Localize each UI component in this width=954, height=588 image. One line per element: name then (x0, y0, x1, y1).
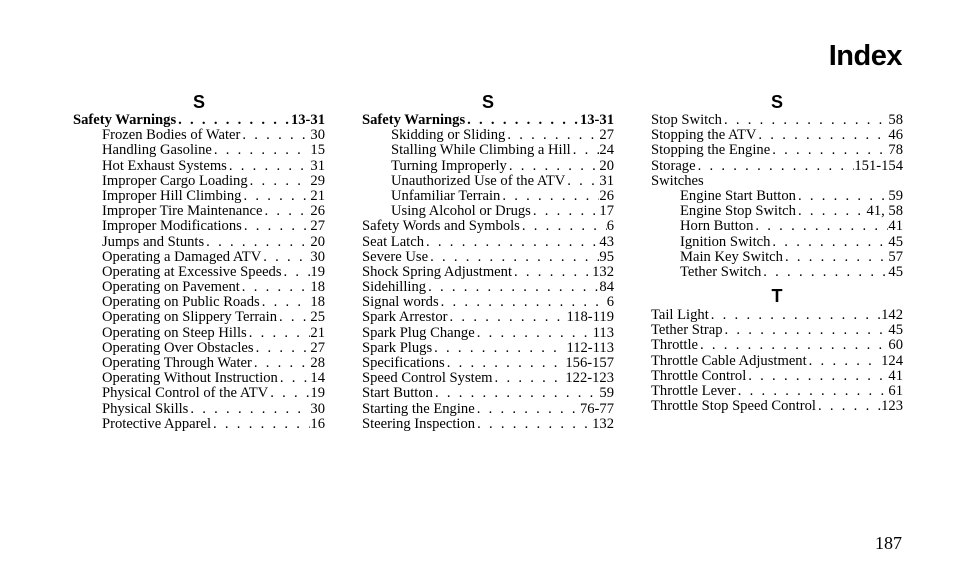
index-entry-page: 41 (888, 367, 903, 384)
index-entry-page: 43 (599, 233, 614, 250)
index-entry-label: Throttle Control (651, 367, 747, 384)
index-entry-label: Stopping the Engine (651, 142, 771, 159)
dot-leader (247, 326, 311, 341)
index-entry (651, 219, 903, 234)
index-entry (73, 159, 325, 174)
index-entry-page: 20 (599, 157, 614, 174)
index-entry-page: 18 (310, 294, 325, 311)
index-entry-label: Spark Plugs (362, 339, 433, 356)
dot-leader (248, 174, 311, 189)
index-entry-page: 30 (310, 127, 325, 144)
index-entry (73, 417, 325, 432)
dot-leader (531, 204, 600, 219)
index-entry-page: 30 (310, 248, 325, 265)
index-entry-label: Improper Modifications (102, 218, 242, 235)
index-entry-page: 132 (592, 263, 614, 280)
index-entry-label: Operating at Excessive Speeds (102, 263, 282, 280)
index-entry-label: Ignition Switch (680, 233, 771, 250)
dot-leader (722, 113, 888, 128)
index-entry-page: 142 (881, 307, 903, 324)
index-entry (651, 204, 903, 219)
index-entry-page: 17 (599, 203, 614, 220)
index-entry-page: 6 (606, 218, 614, 235)
index-entry-page: 45 (888, 233, 903, 250)
index-entry-label: Improper Tire Maintenance (102, 203, 263, 220)
index-entry (73, 386, 325, 401)
index-entry-label: Stalling While Climbing a Hill (391, 142, 571, 159)
index-entry-label: Throttle Lever (651, 383, 736, 399)
dot-leader (188, 402, 310, 417)
index-column-1 (73, 92, 325, 432)
index-entry-label: Throttle Cable Adjustment (651, 352, 807, 369)
index-entry-label: Operating on Pavement (102, 279, 240, 296)
index-entry-page: 15 (310, 142, 325, 159)
index-entry-label: Tether Strap (651, 322, 723, 339)
index-entry-label: Skidding or Sliding (391, 127, 506, 144)
index-entry-page: 123 (881, 398, 903, 415)
index-entry (73, 326, 325, 341)
index-entry (362, 295, 614, 310)
index-entry-label: Physical Skills (102, 400, 189, 417)
dot-leader (176, 113, 291, 128)
index-entry (651, 235, 903, 250)
index-column-3 (651, 92, 903, 414)
dot-leader (254, 341, 311, 356)
index-entry-page: 31 (310, 157, 325, 174)
index-entry (73, 310, 325, 325)
index-entry-page: 45 (888, 322, 903, 339)
dot-leader (500, 189, 599, 204)
index-entry-page: 112-113 (566, 339, 614, 356)
index-entry-label: Main Key Switch (680, 248, 783, 265)
dot-leader (439, 295, 607, 310)
index-entry (362, 219, 614, 234)
index-entry-page: 113 (592, 324, 614, 341)
index-entry (651, 265, 903, 280)
index-entry (73, 341, 325, 356)
index-entry (362, 174, 614, 189)
index-entry-page: 41, 58 (866, 203, 903, 220)
dot-leader (696, 159, 855, 174)
index-entry-page: 24 (599, 142, 614, 159)
index-entry (651, 308, 903, 323)
dot-leader (240, 280, 311, 295)
index-entry-label: Horn Button (680, 218, 754, 235)
dot-leader (512, 265, 592, 280)
index-entry-page: 132 (592, 415, 614, 432)
index-entry-label: Safety Warnings (73, 112, 177, 128)
dot-leader (507, 159, 600, 174)
dot-leader (796, 189, 888, 204)
index-entry (362, 143, 614, 158)
index-entry (362, 113, 614, 128)
index-entry-label: Physical Control of the ATV (102, 385, 269, 402)
index-entry (362, 371, 614, 386)
dot-leader (227, 159, 311, 174)
dot-leader (278, 371, 311, 386)
index-entry-page: 18 (310, 279, 325, 296)
index-entry-label: Improper Cargo Loading (102, 172, 248, 189)
index-entry-label: Start Button (362, 385, 433, 402)
index-entry-label: Unauthorized Use of the ATV (391, 172, 566, 189)
index-entry (651, 384, 903, 399)
dot-leader (770, 235, 888, 250)
index-entry (362, 265, 614, 280)
index-entry-label: Safety Warnings (362, 112, 466, 128)
page-title: Index (828, 40, 902, 72)
index-entry-label: Operating on Steep Hills (102, 324, 247, 341)
index-entry-page: 26 (599, 187, 614, 204)
index-entry (73, 143, 325, 158)
index-entry-page: 60 (888, 337, 903, 354)
dot-leader (709, 308, 881, 323)
index-entry (651, 174, 903, 189)
index-entry (73, 174, 325, 189)
dot-leader (212, 143, 311, 158)
index-entry (73, 235, 325, 250)
dot-leader (445, 356, 566, 371)
index-entry-label: Operating Without Instruction (102, 370, 278, 387)
index-entry (651, 338, 903, 353)
dot-leader (736, 384, 889, 399)
index-entry-page: 156-157 (565, 355, 614, 371)
dot-leader (432, 341, 566, 356)
dot-leader (263, 204, 311, 219)
dot-leader (261, 250, 310, 265)
index-entry-page: 45 (888, 263, 903, 280)
index-entry (73, 204, 325, 219)
index-entry (73, 402, 325, 417)
index-entry-label: Operating a Damaged ATV (102, 248, 262, 265)
dot-leader (242, 219, 311, 234)
dot-leader (433, 386, 599, 401)
index-entry (362, 189, 614, 204)
index-entry (651, 354, 903, 369)
index-entry (73, 265, 325, 280)
page-number: 187 (875, 533, 902, 553)
dot-leader (428, 250, 599, 265)
index-entry-label: Frozen Bodies of Water (102, 127, 241, 144)
index-entry (73, 128, 325, 143)
index-entry-page: 13-31 (290, 112, 325, 128)
index-entry (73, 280, 325, 295)
index-entry-page: 61 (888, 383, 903, 399)
index-entry-page: 59 (888, 187, 903, 204)
index-entry-label: Using Alcohol or Drugs (391, 203, 531, 220)
index-entry-label: Engine Start Button (680, 187, 796, 204)
index-entry (362, 280, 614, 295)
index-entry-page: 41 (888, 218, 903, 235)
index-entry (73, 250, 325, 265)
index-entry-label: Throttle (651, 337, 699, 354)
index-entry-label: Throttle Stop Speed Control (651, 398, 816, 415)
index-entry-page: 59 (599, 385, 614, 402)
dot-leader (493, 371, 566, 386)
index-entry-label: Operating Over Obstacles (102, 339, 254, 356)
dot-leader (241, 189, 310, 204)
index-entry-label: Specifications (362, 355, 445, 371)
index-entry (73, 371, 325, 386)
dot-leader (211, 417, 310, 432)
index-entry-label: Engine Stop Switch (680, 203, 796, 220)
index-entry-label: Spark Arrestor (362, 309, 448, 326)
dot-leader (783, 250, 888, 265)
index-entry-page: 124 (881, 352, 903, 369)
index-entry-page: 27 (310, 339, 325, 356)
index-entry-label: Jumps and Stunts (102, 233, 205, 250)
dot-leader (770, 143, 888, 158)
index-entry (362, 250, 614, 265)
index-entry-label: Tail Light (651, 307, 709, 324)
dot-leader (756, 128, 888, 143)
index-entry (362, 235, 614, 250)
index-entry-label: Turning Improperly (391, 157, 507, 174)
index-entry-label: Severe Use (362, 248, 429, 265)
index-entry-page: 78 (888, 142, 903, 159)
index-entry-page: 27 (599, 127, 614, 144)
index-entry (73, 356, 325, 371)
index-entry-label: Steering Inspection (362, 415, 476, 432)
dot-leader (761, 265, 888, 280)
index-entry-label: Sidehilling (362, 279, 427, 296)
dot-leader (424, 235, 599, 250)
index-entry-page: 29 (310, 172, 325, 189)
index-entry (362, 386, 614, 401)
section-letter: T (771, 286, 783, 307)
dot-leader (505, 128, 599, 143)
index-entry (651, 143, 903, 158)
section-letter: S (192, 92, 205, 112)
section-letter: S (770, 92, 783, 112)
index-entry-label: Operating on Slippery Terrain (102, 309, 278, 326)
dot-leader (282, 265, 311, 280)
index-entry-page: 118-119 (566, 309, 614, 326)
index-entry-label: Protective Apparel (102, 415, 212, 432)
index-entry-label: Unfamiliar Terrain (391, 187, 501, 204)
index-entry (362, 341, 614, 356)
index-entry-label: Stopping the ATV (651, 127, 757, 144)
index-entry-page: 20 (310, 233, 325, 250)
dot-leader (807, 354, 881, 369)
index-entry (362, 326, 614, 341)
index-entry (73, 113, 325, 128)
index-entry (362, 402, 614, 417)
dot-leader (816, 399, 881, 414)
index-entry-label: Switches (651, 172, 704, 189)
dot-leader (277, 310, 310, 325)
index-entry-page: 151-154 (854, 157, 903, 174)
index-entry (73, 189, 325, 204)
index-entry-page: 95 (599, 248, 614, 265)
index-entry-page: 19 (310, 263, 325, 280)
index-entry-label: Tether Switch (680, 263, 762, 280)
index-entry-page: 26 (310, 203, 325, 220)
dot-leader (565, 174, 599, 189)
dot-leader (465, 113, 580, 128)
dot-leader (268, 386, 310, 401)
index-entry-page: 31 (599, 172, 614, 189)
index-entry-label: Improper Hill Climbing (102, 187, 242, 204)
section-letter: S (481, 92, 494, 112)
index-entry (362, 417, 614, 432)
dot-leader (204, 235, 310, 250)
dot-leader (448, 310, 567, 325)
index-entry (651, 159, 903, 174)
index-entry-page: 16 (310, 415, 325, 432)
index-entry-page: 76-77 (579, 400, 614, 417)
index-entry (651, 128, 903, 143)
dot-leader (698, 338, 888, 353)
index-entry (651, 399, 903, 414)
index-entry (651, 189, 903, 204)
index-entry-page: 27 (310, 218, 325, 235)
index-entry-page: 25 (310, 309, 325, 326)
dot-leader (723, 323, 889, 338)
index-entry-page: 57 (888, 248, 903, 265)
index-entry-page: 19 (310, 385, 325, 402)
dot-leader (475, 402, 580, 417)
dot-leader (520, 219, 607, 234)
index-entry (651, 323, 903, 338)
dot-leader (796, 204, 867, 219)
index-entry-page: 84 (599, 279, 614, 296)
index-entry-page: 21 (310, 324, 325, 341)
index-entry-page: 6 (606, 294, 614, 311)
index-entry (362, 356, 614, 371)
index-entry (362, 159, 614, 174)
index-entry-label: Hot Exhaust Systems (102, 157, 227, 174)
dot-leader (240, 128, 310, 143)
index-entry-label: Seat Latch (362, 233, 424, 250)
index-column-2 (362, 92, 614, 432)
dot-leader (475, 326, 593, 341)
index-entry-label: Safety Words and Symbols (362, 218, 520, 235)
dot-leader (426, 280, 599, 295)
index-entry-label: Handling Gasoline (102, 142, 212, 159)
index-entry (73, 219, 325, 234)
index-entry (362, 204, 614, 219)
index-entry-label: Starting the Engine (362, 400, 475, 417)
index-entry (651, 369, 903, 384)
index-entry-label: Operating Through Water (102, 355, 252, 371)
index-entry-label: Operating on Public Roads (102, 294, 260, 311)
index-entry-label: Shock Spring Adjustment (362, 263, 512, 280)
index-entry-label: Stop Switch (651, 112, 722, 128)
index-entry-page: 14 (310, 370, 325, 387)
index-entry-page: 46 (888, 127, 903, 144)
index-entry-page: 13-31 (579, 112, 614, 128)
index-entry-label: Signal words (362, 294, 439, 311)
index-entry-page: 21 (310, 187, 325, 204)
index-entry (651, 250, 903, 265)
dot-leader (252, 356, 311, 371)
dot-leader (475, 417, 592, 432)
index-entry-page: 58 (888, 112, 903, 128)
index-entry (362, 310, 614, 325)
dot-leader (746, 369, 888, 384)
dot-leader (753, 219, 888, 234)
index-entry-label: Storage (651, 157, 696, 174)
index-entry-label: Speed Control System (362, 370, 493, 387)
dot-leader (260, 295, 311, 310)
index-entry-page: 28 (310, 355, 325, 371)
index-entry-label: Spark Plug Change (362, 324, 475, 341)
index-entry (651, 113, 903, 128)
index-entry (362, 128, 614, 143)
index-entry-page: 30 (310, 400, 325, 417)
dot-leader (571, 143, 600, 158)
index-entry (73, 295, 325, 310)
index-entry-page: 122-123 (565, 370, 614, 387)
